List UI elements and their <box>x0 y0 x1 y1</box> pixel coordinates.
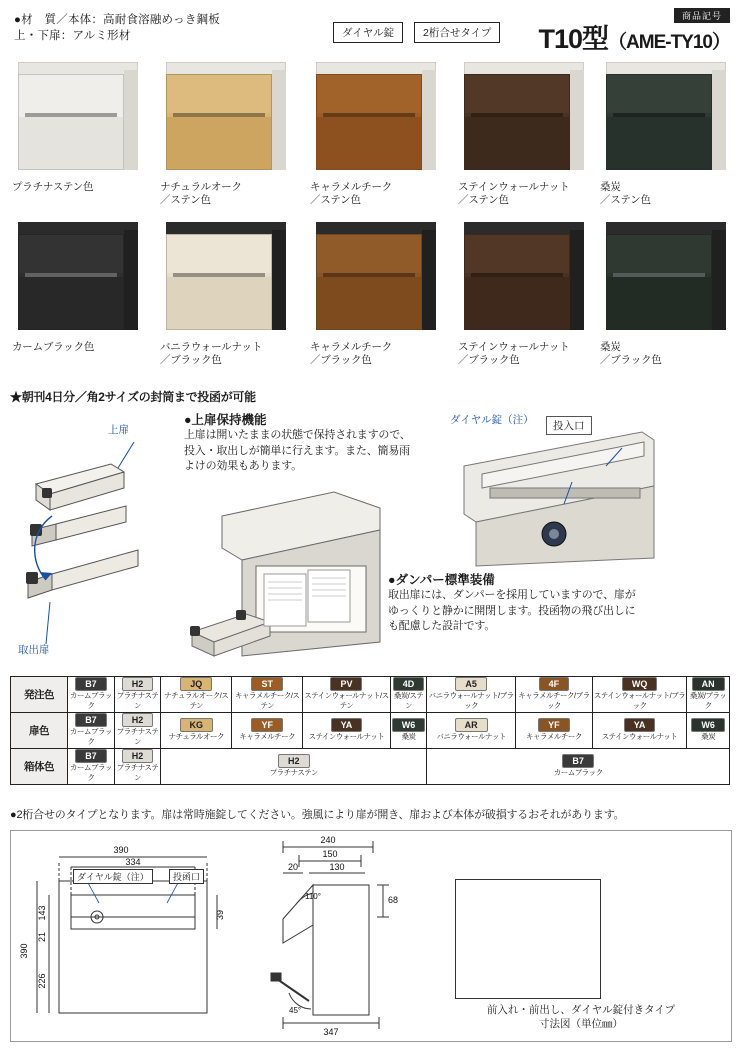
color-code: WQ <box>622 677 658 691</box>
mailbox-illustration <box>458 58 592 176</box>
upper-door-feature-title: ●上扉保持機能 <box>184 413 267 427</box>
color-code: YF <box>251 718 283 732</box>
color-name: ナチュラルオーク/ステン <box>164 691 229 710</box>
row-label-order-color: 発注色 <box>11 677 68 713</box>
table-cell <box>232 677 303 713</box>
mailbox-illustration <box>600 218 734 336</box>
color-code: B7 <box>75 749 107 763</box>
swatch-name: 桑炭 <box>600 341 621 353</box>
table-row <box>11 749 730 785</box>
swatch-name2: ／ステン色 <box>310 194 361 206</box>
row-label-body-color: 箱体色 <box>11 749 68 785</box>
color-code: AR <box>455 718 488 732</box>
dim-21: 21 <box>37 931 47 943</box>
color-name: ステインウォールナット/ブラック <box>593 691 686 710</box>
table-cell <box>515 713 592 749</box>
color-code: H2 <box>122 677 154 691</box>
dim-39: 39 <box>215 909 225 921</box>
swatch-caption <box>160 181 310 207</box>
swatch-name2: ／ステン色 <box>160 194 211 206</box>
table-cell <box>68 713 115 749</box>
label-dial-lock: ダイヤル錠（注） <box>450 414 534 426</box>
dim-68: 68 <box>387 895 399 905</box>
dim-390-height: 390 <box>19 943 29 959</box>
dim-347: 347 <box>323 1027 339 1037</box>
swatch-name2: ／ブラック色 <box>310 354 372 366</box>
table-cell <box>687 713 730 749</box>
color-name: 桑炭 <box>701 732 716 741</box>
damper-feature-text: 取出扉には、ダンパーを採用していますので、扉がゆっくりと静かに開閉します。投函物の飛び出しにも配慮した設計です。 <box>388 589 636 632</box>
table-row <box>11 713 730 749</box>
material-spec-line1: ●材 質／本体：高耐食溶融めっき鋼板 <box>14 14 220 26</box>
color-name: カームブラック <box>70 727 112 746</box>
color-name: 桑炭 <box>401 732 416 741</box>
material-spec <box>14 12 220 44</box>
lock-closeup-illustration <box>446 426 666 576</box>
color-code: H2 <box>278 754 310 768</box>
color-code: YA <box>331 718 363 732</box>
swatch-caption <box>600 341 740 367</box>
color-name: キャラメルチーク <box>526 732 582 741</box>
table-cell <box>592 677 686 713</box>
color-name: プラチナステン <box>116 691 159 710</box>
upper-door-feature-text: 上扉は開いたままの状態で保持されますので、投入・取出しが簡単に行えます。また、簡易雨よけの効果もあります。 <box>184 429 411 472</box>
model-block <box>539 8 731 58</box>
swatch-item[interactable] <box>458 58 608 207</box>
swatch-row-2 <box>0 218 740 378</box>
swatch-name: ナチュラルオーク <box>160 181 242 193</box>
swatch-item[interactable] <box>458 218 608 367</box>
color-name: カームブラック <box>70 691 112 710</box>
swatch-name: バニラウォールナット <box>160 341 263 353</box>
table-cell <box>161 677 232 713</box>
drawing-caption <box>441 1003 721 1031</box>
color-code: ST <box>251 677 283 691</box>
angle-45: 45° <box>289 1006 302 1015</box>
color-code: 4D <box>393 677 425 691</box>
table-cell <box>427 677 516 713</box>
mailbox-illustration <box>600 58 734 176</box>
color-swatch-grid <box>0 58 740 378</box>
swatch-caption <box>310 181 460 207</box>
swatch-name: 桑炭 <box>600 181 621 193</box>
swatch-name: キャラメルチーク <box>310 181 393 193</box>
color-name: キャラメルチーク/ステン <box>235 691 300 710</box>
color-name: キャラメルチーク/ブラック <box>518 691 590 710</box>
features-section <box>0 404 740 674</box>
damper-feature <box>388 570 642 635</box>
upper-door-feature <box>184 410 420 475</box>
swatch-name2: ／ブラック色 <box>600 354 662 366</box>
color-code: JQ <box>180 677 212 691</box>
color-name: ステインウォールナット/ステン <box>304 691 389 710</box>
row-label-door-color: 扉色 <box>11 713 68 749</box>
color-name: 桑炭/ブラック <box>689 691 727 710</box>
table-cell <box>515 677 592 713</box>
table-cell <box>427 713 516 749</box>
color-name: カームブラック <box>70 763 112 782</box>
swatch-item[interactable] <box>600 218 740 367</box>
swatch-name: プラチナステン色 <box>12 181 94 193</box>
swatch-item[interactable] <box>160 218 310 367</box>
mailbox-illustration <box>310 58 444 176</box>
swatch-name: ステインウォールナット <box>458 181 570 193</box>
swatch-caption <box>600 181 740 207</box>
label-upper-door: 上扉 <box>108 424 129 436</box>
table-cell <box>114 749 160 785</box>
table-cell <box>114 677 160 713</box>
table-cell <box>303 713 391 749</box>
swatch-caption <box>12 181 162 194</box>
color-name: ステインウォールナット <box>308 732 385 741</box>
exploded-door-illustration <box>6 412 186 657</box>
dim-240: 240 <box>320 835 336 845</box>
product-code-badge: 商品記号 <box>674 8 730 23</box>
color-code: AN <box>692 677 725 691</box>
front-view-drawing <box>17 833 247 1038</box>
swatch-item[interactable] <box>12 58 162 194</box>
color-name: プラチナステン <box>116 727 159 746</box>
tag-dial-lock: ダイヤル錠 <box>333 22 403 43</box>
mailbox-illustration <box>160 218 294 336</box>
table-cell <box>390 677 427 713</box>
table-row <box>11 677 730 713</box>
swatch-caption <box>310 341 460 367</box>
swatch-item[interactable] <box>310 58 460 207</box>
dim-334-width: 334 <box>125 857 141 867</box>
model-number: （AME-TY10） <box>608 32 730 53</box>
swatch-caption <box>458 181 608 207</box>
angle-110: 110° <box>305 892 321 901</box>
swatch-caption <box>12 341 162 354</box>
mailbox-illustration <box>12 218 146 336</box>
drawing-caption-line2: 寸法図（単位㎜） <box>539 1018 623 1030</box>
color-name: プラチナステン <box>269 768 318 777</box>
color-code: W6 <box>392 718 426 732</box>
damper-feature-title: ●ダンパー標準装備 <box>388 573 495 587</box>
swatch-name: キャラメルチーク <box>310 341 393 353</box>
table-cell <box>161 749 427 785</box>
dim-226: 226 <box>37 973 47 989</box>
color-name: キャラメルチーク <box>239 732 296 741</box>
swatch-name2: ／ブラック色 <box>160 354 222 366</box>
color-name: カームブラック <box>553 768 603 777</box>
dimension-drawings <box>10 830 732 1042</box>
mailbox-illustration <box>160 58 294 176</box>
drawing-caption-line1: 前入れ・前出し、ダイヤル錠付きタイプ <box>486 1004 676 1016</box>
dim-20: 20 <box>287 862 299 872</box>
tag-type: 2桁合せタイプ <box>414 22 500 43</box>
swatch-name: ステインウォールナット <box>458 341 570 353</box>
color-name: ナチュラルオーク <box>168 732 225 741</box>
blank-view-panel <box>455 879 601 999</box>
color-code: YA <box>624 718 656 732</box>
color-code: A5 <box>455 677 487 691</box>
dim-390-width: 390 <box>113 845 129 855</box>
dim-130: 130 <box>329 862 345 872</box>
table-cell <box>68 749 115 785</box>
color-code: YF <box>538 718 570 732</box>
swatch-name2: ／ブラック色 <box>458 354 520 366</box>
dim-150: 150 <box>322 849 338 859</box>
color-code: H2 <box>122 713 154 727</box>
swatch-item[interactable] <box>600 58 740 207</box>
model-name: T10型 <box>538 24 609 54</box>
table-cell <box>114 713 160 749</box>
color-name: 桑炭/ステン <box>393 691 424 710</box>
page-title <box>539 24 731 58</box>
swatch-caption <box>458 341 608 367</box>
swatch-item[interactable] <box>310 218 460 367</box>
material-spec-line2: 上・下扉：アルミ形材 <box>14 30 131 42</box>
color-name: プラチナステン <box>116 763 159 782</box>
side-view-drawing <box>253 833 433 1038</box>
color-code: 4F <box>539 677 570 691</box>
swatch-name2: ／ステン色 <box>458 194 509 206</box>
table-cell <box>161 713 232 749</box>
table-cell <box>592 713 686 749</box>
table-cell <box>427 749 730 785</box>
color-code-table <box>10 676 730 785</box>
label-slot: 投入口 <box>546 416 592 435</box>
label-slot-front: 投函口 <box>169 869 204 884</box>
swatch-item[interactable] <box>160 58 310 207</box>
table-cell <box>390 713 427 749</box>
color-code: W6 <box>691 718 725 732</box>
color-code: B7 <box>562 754 594 768</box>
dim-143: 143 <box>37 905 47 921</box>
mailbox-illustration <box>310 218 444 336</box>
swatch-item[interactable] <box>12 218 162 354</box>
table-cell <box>303 677 391 713</box>
color-name: ステインウォールナット <box>601 732 678 741</box>
swatch-name: カームブラック色 <box>12 341 95 353</box>
color-name: バニラウォールナット/ブラック <box>428 691 514 710</box>
color-code: B7 <box>75 713 107 727</box>
table-cell <box>687 677 730 713</box>
color-code: H2 <box>122 749 154 763</box>
page-header <box>0 6 740 54</box>
color-name: バニラウォールナット <box>436 732 506 741</box>
color-code: KG <box>180 718 214 732</box>
color-code: B7 <box>75 677 107 691</box>
color-code: PV <box>330 677 362 691</box>
mailbox-illustration <box>458 218 592 336</box>
swatch-caption <box>160 341 310 367</box>
mailbox-illustration <box>12 58 146 176</box>
label-take-out-door: 取出扉 <box>18 644 50 656</box>
table-cell <box>68 677 115 713</box>
swatch-row-1 <box>0 58 740 218</box>
capacity-note: ★朝刊4日分／角2サイズの封筒まで投函が可能 <box>10 390 256 404</box>
usage-note: ●2桁合せのタイプとなります。扉は常時施錠してください。強風により扉が開き、扉および本体が破損するおそれがあります。 <box>10 809 625 821</box>
table-cell <box>232 713 303 749</box>
label-dial-lock-front: ダイヤル錠（注） <box>73 869 153 884</box>
swatch-name2: ／ステン色 <box>600 194 651 206</box>
